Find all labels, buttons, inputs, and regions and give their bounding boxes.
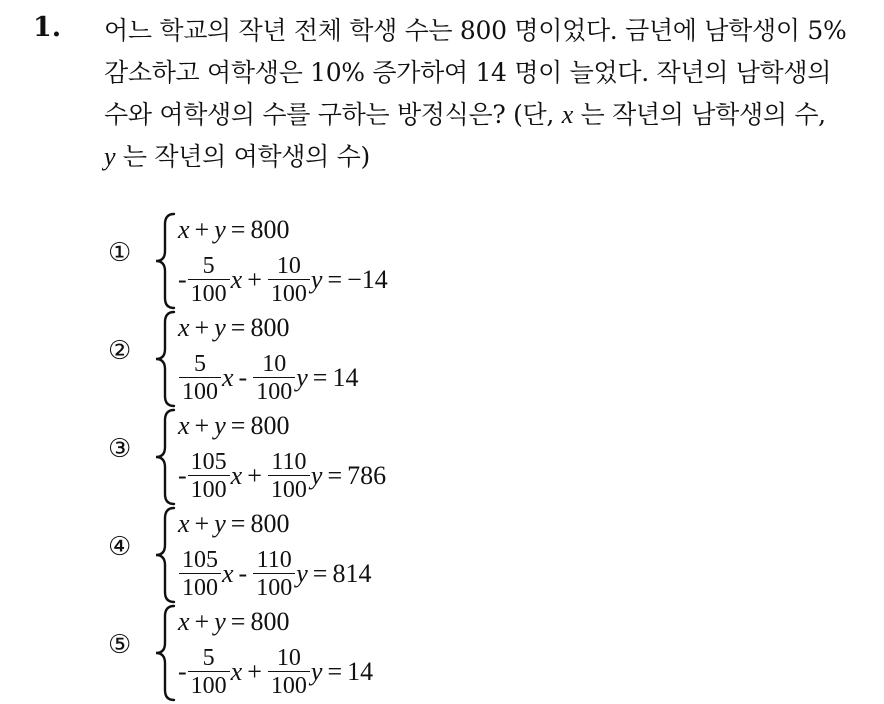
eq-var-x: x: [230, 461, 243, 490]
question-line-1: 어느 학교의 작년 전체 학생 수는 800 명이었다. 금년에 남학생이 5%: [104, 16, 847, 45]
choice-option[interactable]: [108, 604, 708, 702]
fraction-denominator: 100: [179, 377, 221, 405]
fraction-numerator: 5: [202, 253, 215, 279]
choice-number: ②: [108, 336, 132, 366]
question-line-4-end: 는 작년의 여학생의 수): [115, 142, 370, 171]
eq-rhs: −14: [347, 265, 388, 294]
eq-var-y: y: [214, 509, 226, 538]
fraction-numerator: 10: [276, 645, 301, 671]
eq-var-x: x: [222, 363, 234, 392]
choice-option[interactable]: [108, 408, 708, 506]
fraction-y: [268, 449, 310, 503]
equation-change: [178, 640, 373, 704]
eq-equals: =: [230, 215, 246, 244]
equation-sum: [178, 310, 289, 346]
eq-sign: -: [178, 657, 187, 686]
fraction-numerator: 10: [262, 351, 287, 377]
eq-sign: -: [178, 461, 187, 490]
eq-var-x: x: [230, 265, 243, 294]
eq-equals: =: [327, 657, 343, 686]
question-line-2: 감소하고 여학생은 10% 증가하여 14 명이 늘었다. 작년의 남학생의: [104, 58, 832, 87]
fraction-denominator: 100: [268, 279, 310, 307]
eq-operator: +: [247, 657, 262, 686]
left-brace-icon: [152, 408, 178, 506]
choice-number: ③: [108, 434, 132, 464]
eq-operator: -: [238, 559, 248, 588]
left-brace-icon: [152, 310, 178, 408]
eq-rhs: 14: [332, 363, 359, 392]
eq-rhs: 800: [250, 313, 290, 342]
eq-var-y: y: [296, 363, 308, 392]
equation-sum: [178, 212, 289, 248]
eq-plus: +: [194, 313, 210, 342]
eq-var-y: y: [214, 215, 226, 244]
fraction-denominator: 100: [268, 475, 310, 503]
eq-rhs: 814: [332, 559, 372, 588]
eq-rhs: 786: [347, 461, 387, 490]
question-number: 1.: [33, 12, 62, 43]
fraction-numerator: 5: [194, 351, 206, 377]
eq-sign: -: [178, 265, 187, 294]
eq-equals: =: [327, 461, 343, 490]
equation-sum: [178, 604, 289, 640]
eq-rhs: 800: [250, 411, 290, 440]
fraction-numerator: 110: [271, 449, 307, 475]
fraction-numerator: 5: [202, 645, 215, 671]
equation-sum: [178, 408, 289, 444]
fraction-x: [188, 449, 230, 503]
eq-var-x: x: [222, 559, 234, 588]
eq-var-y: y: [214, 313, 226, 342]
variable-y: y: [104, 142, 116, 171]
left-brace-icon: [152, 506, 178, 604]
fraction-y: [253, 547, 295, 601]
fraction-x: [188, 645, 230, 699]
eq-var-x: x: [178, 509, 190, 538]
variable-x: x: [561, 100, 573, 129]
eq-equals: =: [230, 607, 246, 636]
eq-var-x: x: [230, 657, 243, 686]
fraction-y: [253, 351, 295, 405]
choice-number: ⑤: [108, 630, 132, 660]
equation-change: [178, 542, 371, 606]
equation-change: [178, 248, 388, 312]
left-brace-icon: [152, 604, 178, 702]
fraction-numerator: 105: [190, 449, 227, 475]
eq-rhs: 800: [250, 215, 290, 244]
eq-equals: =: [312, 559, 328, 588]
eq-rhs: 800: [250, 607, 290, 636]
fraction-denominator: 100: [179, 573, 221, 601]
eq-var-y: y: [214, 411, 226, 440]
choice-option[interactable]: [108, 506, 708, 604]
eq-plus: +: [194, 607, 210, 636]
fraction-x: [179, 547, 221, 601]
question-line-3-start: 수와 여학생의 수를 구하는 방정식은? (단,: [104, 100, 562, 129]
eq-equals: =: [327, 265, 343, 294]
fraction-denominator: 100: [188, 279, 230, 307]
fraction-y: [268, 253, 310, 307]
eq-operator: -: [238, 363, 248, 392]
eq-var-x: x: [178, 411, 190, 440]
question-line-3: [104, 94, 874, 136]
choice-number: ①: [108, 238, 132, 268]
fraction-denominator: 100: [268, 671, 310, 699]
fraction-denominator: 100: [253, 377, 295, 405]
eq-var-x: x: [178, 215, 190, 244]
choice-option[interactable]: [108, 310, 708, 408]
question-line-4: [104, 136, 874, 178]
fraction-denominator: 100: [188, 671, 230, 699]
eq-equals: =: [230, 509, 246, 538]
eq-var-y: y: [296, 559, 308, 588]
equation-change: [178, 346, 358, 410]
eq-rhs: 14: [347, 657, 374, 686]
fraction-denominator: 100: [253, 573, 295, 601]
eq-plus: +: [194, 411, 210, 440]
question-text: [104, 10, 874, 178]
left-brace-icon: [152, 212, 178, 310]
eq-plus: +: [194, 215, 210, 244]
eq-var-x: x: [178, 607, 190, 636]
eq-var-y: y: [310, 461, 323, 490]
eq-equals: =: [230, 313, 246, 342]
fraction-x: [188, 253, 230, 307]
eq-var-y: y: [310, 657, 323, 686]
eq-operator: +: [247, 461, 262, 490]
eq-var-x: x: [178, 313, 190, 342]
eq-equals: =: [230, 411, 246, 440]
equation-sum: [178, 506, 289, 542]
fraction-y: [268, 645, 310, 699]
fraction-denominator: 100: [188, 475, 230, 503]
eq-plus: +: [194, 509, 210, 538]
eq-equals: =: [312, 363, 328, 392]
equation-change: [178, 444, 386, 508]
fraction-numerator: 110: [256, 547, 292, 573]
fraction-x: [179, 351, 221, 405]
eq-var-y: y: [214, 607, 226, 636]
choice-number: ④: [108, 532, 132, 562]
eq-rhs: 800: [250, 509, 290, 538]
eq-var-y: y: [310, 265, 323, 294]
eq-operator: +: [247, 265, 262, 294]
question-line-3-end: 는 작년의 남학생의 수,: [572, 100, 826, 129]
choice-option[interactable]: [108, 212, 708, 310]
fraction-numerator: 105: [182, 547, 218, 573]
fraction-numerator: 10: [276, 253, 301, 279]
